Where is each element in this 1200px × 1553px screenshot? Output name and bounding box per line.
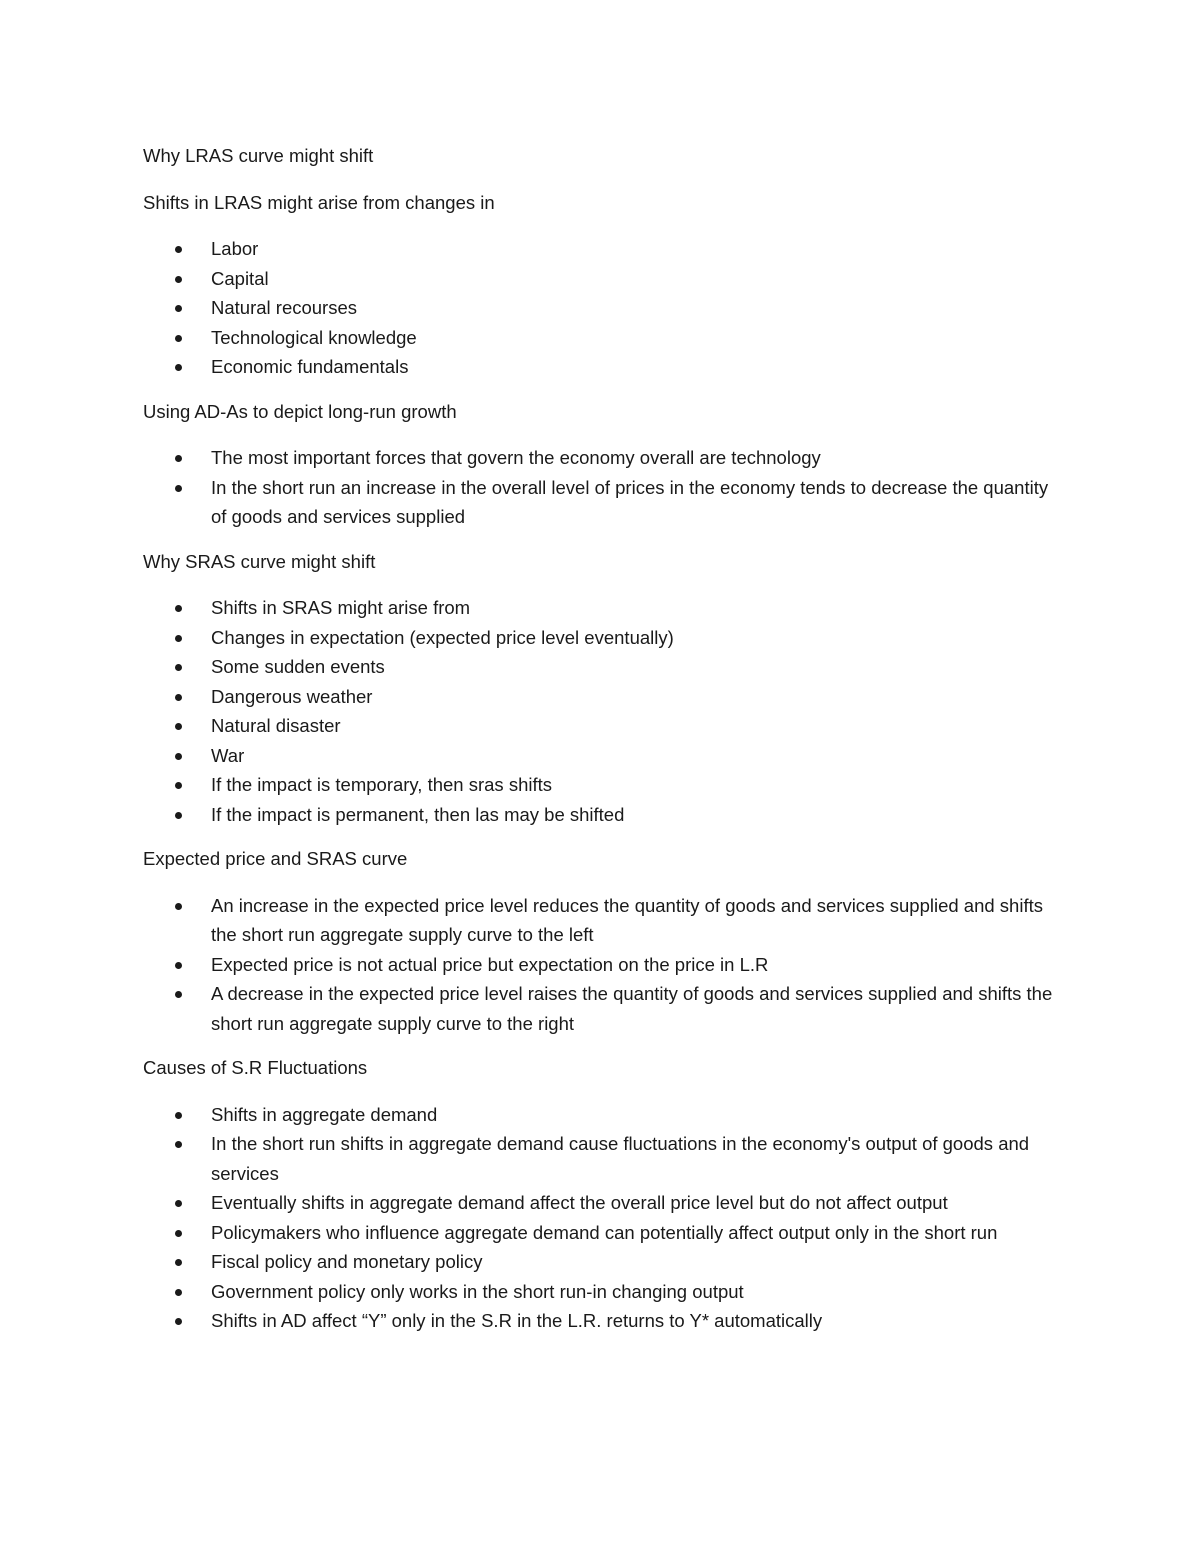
bullet-icon xyxy=(175,1200,182,1207)
bullet-icon xyxy=(175,1318,182,1325)
list-item-text: Labor xyxy=(211,238,259,259)
bullet-icon xyxy=(175,782,182,789)
bullet-list xyxy=(143,443,1060,532)
bullet-icon xyxy=(175,246,182,253)
list-item xyxy=(143,1306,1061,1336)
list-item xyxy=(143,652,1060,682)
list-item-text: Dangerous weather xyxy=(211,685,373,707)
list-item-text: Eventually shifts in aggregate demand affect the overall price level but do not affect output xyxy=(211,1192,948,1213)
list-item-text: The most important forces that govern the economy overall are technology xyxy=(211,447,821,468)
list-item xyxy=(143,741,1060,771)
list-item xyxy=(143,950,1061,980)
list-item xyxy=(143,234,1060,264)
list-item xyxy=(143,891,1061,950)
bullet-icon xyxy=(175,694,182,701)
list-item xyxy=(143,593,1060,623)
list-item-text: Shifts in SRAS might arise from xyxy=(211,597,471,618)
list-item xyxy=(143,682,1060,712)
list-item-text: In the short run an increase in the overall level of prices in the economy tends to decrease the quantity of goods and services supplied xyxy=(211,476,1049,527)
bullet-icon xyxy=(175,723,182,730)
list-item xyxy=(143,473,1061,532)
bullet-icon xyxy=(175,364,182,371)
bullet-icon xyxy=(175,753,182,760)
list-item-text: Natural disaster xyxy=(211,715,341,736)
list-item xyxy=(143,1277,1061,1307)
list-item xyxy=(143,293,1060,323)
bullet-icon xyxy=(175,455,182,462)
list-item-text: An increase in the expected price level reduces the quantity of goods and services supplied and shifts the short run aggregate supply curve to the left xyxy=(211,894,1043,945)
bullet-icon xyxy=(175,605,182,612)
list-item-text: If the impact is permanent, then las may be shifted xyxy=(211,803,625,825)
list-item-text: If the impact is temporary, then sras shifts xyxy=(211,774,553,795)
bullet-icon xyxy=(175,962,182,969)
bullet-icon xyxy=(175,1289,182,1296)
list-item xyxy=(143,1188,1061,1218)
bullet-icon xyxy=(175,635,182,642)
bullet-icon xyxy=(175,664,182,671)
list-item xyxy=(143,264,1060,294)
list-item-text: Shifts in AD affect “Y” only in the S.R in the L.R. returns to Y* automatically xyxy=(211,1310,823,1331)
list-item-text: Economic fundamentals xyxy=(211,356,409,377)
bullet-icon xyxy=(175,812,182,819)
section-heading: Why LRAS curve might shift xyxy=(143,145,374,166)
list-item-text: In the short run shifts in aggregate demand cause fluctuations in the economy's output of goods and services xyxy=(211,1133,1030,1184)
list-item-text: Policymakers who influence aggregate demand can potentially affect output only in the short run xyxy=(211,1221,998,1243)
section-heading: Expected price and SRAS curve xyxy=(143,848,408,869)
list-item-text: A decrease in the expected price level raises the quantity of goods and services supplied and shifts the short run aggregate supply curve to the right xyxy=(211,983,1053,1034)
list-item xyxy=(143,1218,1061,1248)
list-item xyxy=(143,770,1060,800)
section-heading: Causes of S.R Fluctuations xyxy=(143,1057,368,1078)
bullet-icon xyxy=(175,1112,182,1119)
list-item-text: Expected price is not actual price but expectation on the price in L.R xyxy=(211,953,769,975)
list-item xyxy=(143,352,1060,382)
list-item-text: Government policy only works in the short run-in changing output xyxy=(211,1280,744,1302)
section-heading: Why SRAS curve might shift xyxy=(143,550,376,572)
section-intro: Shifts in LRAS might arise from changes in xyxy=(143,191,495,213)
list-item-text: War xyxy=(211,744,245,766)
list-item xyxy=(143,323,1060,353)
bullet-list xyxy=(143,1100,1060,1336)
list-item xyxy=(143,1100,1061,1130)
list-item-text: Shifts in aggregate demand xyxy=(211,1103,438,1125)
bullet-icon xyxy=(175,335,182,342)
list-item-text: Technological knowledge xyxy=(211,326,417,348)
list-item xyxy=(143,711,1060,741)
list-item-text: Changes in expectation (expected price level eventually) xyxy=(211,626,674,648)
list-item-text: Capital xyxy=(211,267,269,289)
list-item xyxy=(143,443,1061,473)
list-item-text: Some sudden events xyxy=(211,656,385,677)
bullet-icon xyxy=(175,1259,182,1266)
bullet-icon xyxy=(175,1230,182,1237)
list-item xyxy=(143,1247,1061,1277)
list-item xyxy=(143,979,1061,1038)
bullet-list xyxy=(143,593,1060,829)
bullet-icon xyxy=(175,903,182,910)
bullet-list xyxy=(143,234,1060,382)
list-item xyxy=(143,623,1060,653)
list-item-text: Natural recourses xyxy=(211,297,358,318)
list-item xyxy=(143,800,1060,830)
bullet-icon xyxy=(175,305,182,312)
bullet-list xyxy=(143,891,1060,1039)
bullet-icon xyxy=(175,991,182,998)
section-heading: Using AD-As to depict long-run growth xyxy=(143,400,457,422)
bullet-icon xyxy=(175,485,182,492)
bullet-icon xyxy=(175,276,182,283)
list-item-text: Fiscal policy and monetary policy xyxy=(211,1251,483,1272)
list-item xyxy=(143,1129,1061,1188)
bullet-icon xyxy=(175,1141,182,1148)
